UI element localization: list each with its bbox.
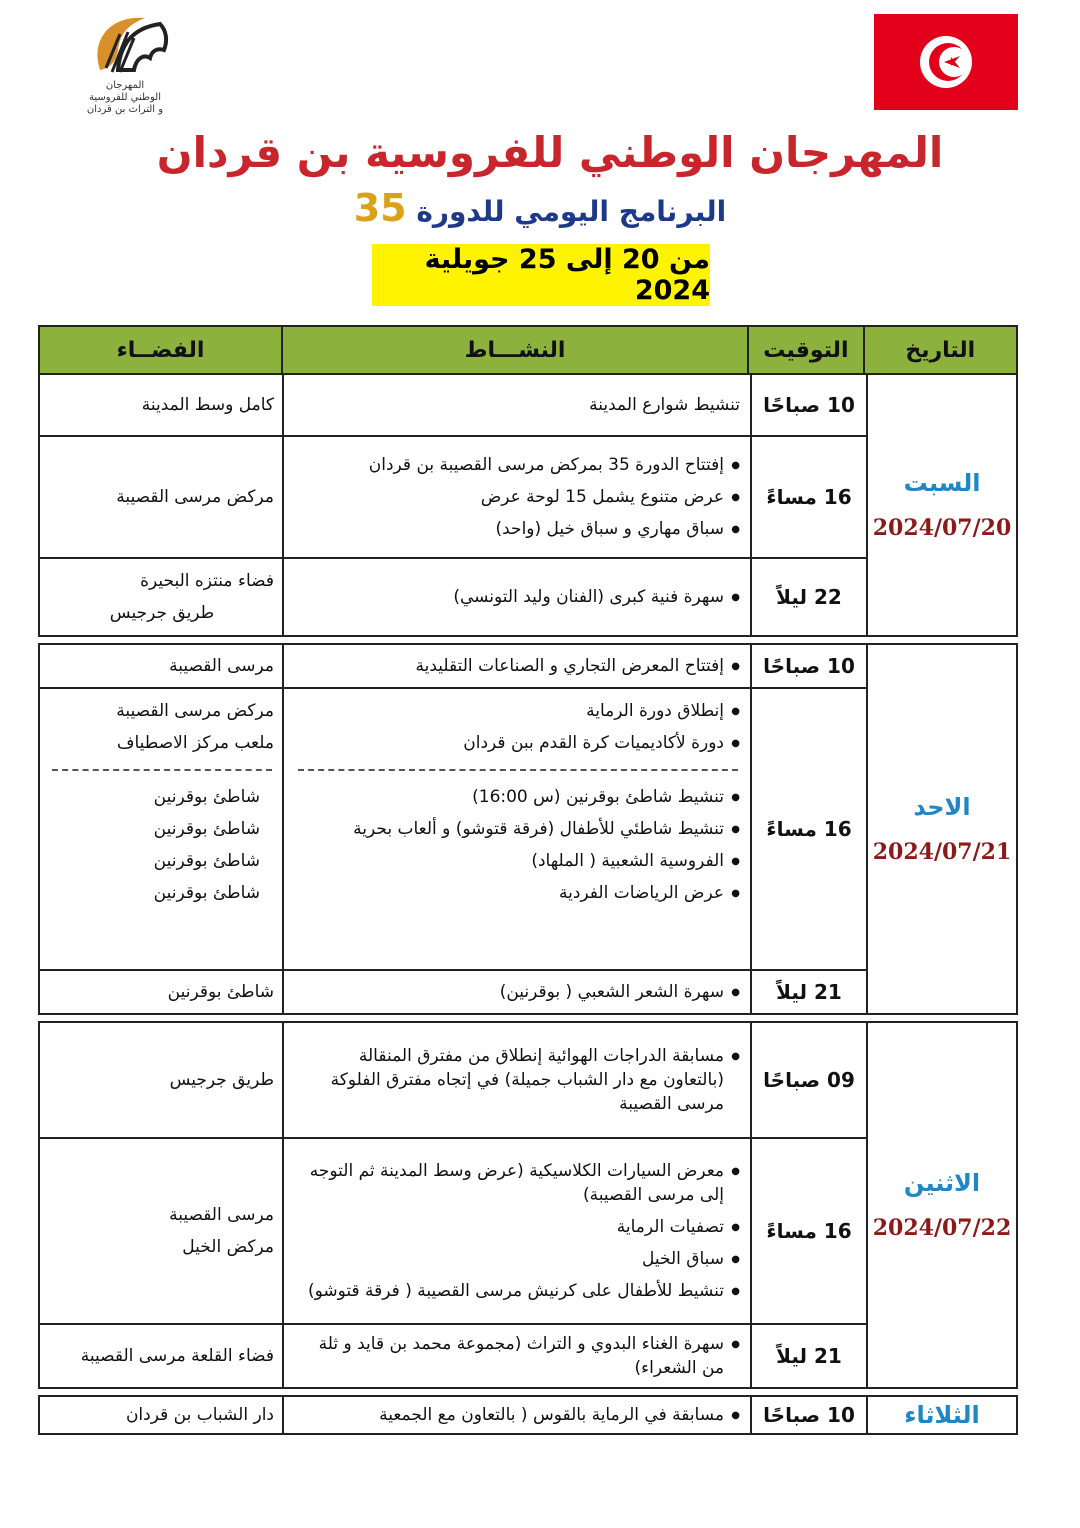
festival-logo xyxy=(70,10,180,122)
place-cell: فضاء القلعة مرسى القصيبة xyxy=(80,1346,274,1366)
table-row xyxy=(40,375,866,437)
activity-cell: ● إنطلاق دورة الرماية ● دورة لأكاديميات كرة القدم ببن قردان ● تنشيط شاطئ بوقرنين (س 16:00) ● تنشيط شاطئي للأطفال (فرقة قتوشو) و ألعاب بحرية ● الفروسية الشعبية ( الملهاد) ● عرض الرياضات الفردية xyxy=(282,689,750,969)
header-date: التاريخ xyxy=(863,327,1016,373)
table-header xyxy=(38,325,1018,375)
time-cell: 22 ليلاً xyxy=(750,559,866,635)
time-cell: 21 ليلاً xyxy=(750,971,866,1013)
activity-cell: ● مسابقة في الرماية بالقوس ( بالتعاون مع الجمعية xyxy=(282,1397,750,1433)
time-cell: 16 مساءً xyxy=(750,1139,866,1323)
place-cell: فضاء منتزه البحيرة طريق جرجيس xyxy=(109,571,274,623)
header-time: التوقيت xyxy=(747,327,863,373)
time-cell: 09 صباحًا xyxy=(750,1023,866,1137)
place-cell: شاطئ بوقرنين xyxy=(167,982,274,1002)
activity-cell: ● إفتتاح الدورة 35 بمركض مرسى القصيبة بن قردان ● عرض متنوع يشمل 15 لوحة عرض ● سباق مهاري و سباق خيل (واحد) xyxy=(282,437,750,557)
place-cell: مرسى القصيبة مركض الخيل xyxy=(169,1205,274,1257)
place-cell: مركض مرسى القصيبة xyxy=(116,487,274,507)
time-cell: 16 مساءً xyxy=(750,437,866,557)
table-row xyxy=(40,1397,866,1433)
schedule-table xyxy=(38,325,1018,1435)
time-cell: 16 مساءً xyxy=(750,689,866,969)
place-cell: طريق جرجيس xyxy=(169,1070,274,1090)
time-cell: 10 صباحًا xyxy=(750,645,866,687)
activity-cell: ● مسابقة الدراجات الهوائية إنطلاق من مفترق المنقالة (بالتعاون مع دار الشباب جميلة) في إتجاه مفترق الفلوكة مرسى القصيبة xyxy=(282,1023,750,1137)
activity-cell: تنشيط شوارع المدينة xyxy=(282,375,750,435)
day-block-sunday xyxy=(38,643,1018,1015)
date-range-band: من 20 إلى 25 جويلية 2024 xyxy=(372,244,710,306)
table-row xyxy=(40,1325,866,1387)
activity-cell: ● معرض السيارات الكلاسيكية (عرض وسط المدينة ثم التوجه إلى مرسى القصيبة) ● تصفيات الرماية ● سباق الخيل ● تنشيط للأطفال على كرنيش مرسى القصيبة ( فرقة قتوشو) xyxy=(282,1139,750,1323)
place-cell: دار الشباب بن قردان xyxy=(125,1405,274,1425)
activity-cell: ● سهرة الغناء البدوي و التراث (مجموعة محمد بن قايد و ثلة من الشعراء) xyxy=(282,1325,750,1387)
table-row xyxy=(40,1023,866,1139)
place-cell: كامل وسط المدينة xyxy=(141,395,274,415)
date-cell: الثلاثاء xyxy=(866,1397,1016,1433)
place-cell: مركض مرسى القصيبة ملعب مركز الاصطياف شاطئ بوقرنين شاطئ بوقرنين شاطئ بوقرنين شاطئ بوقرنين xyxy=(40,689,282,969)
date-cell: السبت 2024/07/20 xyxy=(866,375,1016,635)
time-cell: 21 ليلاً xyxy=(750,1325,866,1387)
day-block-monday xyxy=(38,1021,1018,1389)
horse-head-logo-icon xyxy=(70,10,180,80)
header-activity: النشـــاط xyxy=(281,327,747,373)
date-cell: الاحد 2024/07/21 xyxy=(866,645,1016,1013)
table-row xyxy=(40,971,866,1013)
page-subtitle: البرنامج اليومي للدورة 35 xyxy=(353,186,727,230)
header-place: الفضــاء xyxy=(116,337,205,363)
table-row xyxy=(40,437,866,559)
logo-text: المهرجان الوطني للفروسية و التراث بن قردان xyxy=(86,80,164,115)
page-title: المهرجان الوطني للفروسية بن قردان xyxy=(156,128,944,177)
activity-cell: ● سهرة الشعر الشعبي ( بوقرنين) xyxy=(282,971,750,1013)
activity-cell: ● سهرة فنية كبرى (الفنان وليد التونسي) xyxy=(282,559,750,635)
day-block-saturday xyxy=(38,375,1018,637)
date-cell: الاثنين 2024/07/22 xyxy=(866,1023,1016,1387)
place-cell: مرسى القصيبة xyxy=(169,656,274,676)
tunisia-flag-icon xyxy=(874,14,1018,110)
table-row xyxy=(40,689,866,971)
day-block-tuesday xyxy=(38,1395,1018,1435)
time-cell: 10 صباحًا xyxy=(750,1397,866,1433)
table-row xyxy=(40,559,866,635)
time-cell: 10 صباحًا xyxy=(750,375,866,435)
table-row xyxy=(40,645,866,689)
table-row xyxy=(40,1139,866,1325)
activity-cell: ● إفتتاح المعرض التجاري و الصناعات التقليدية xyxy=(282,645,750,687)
